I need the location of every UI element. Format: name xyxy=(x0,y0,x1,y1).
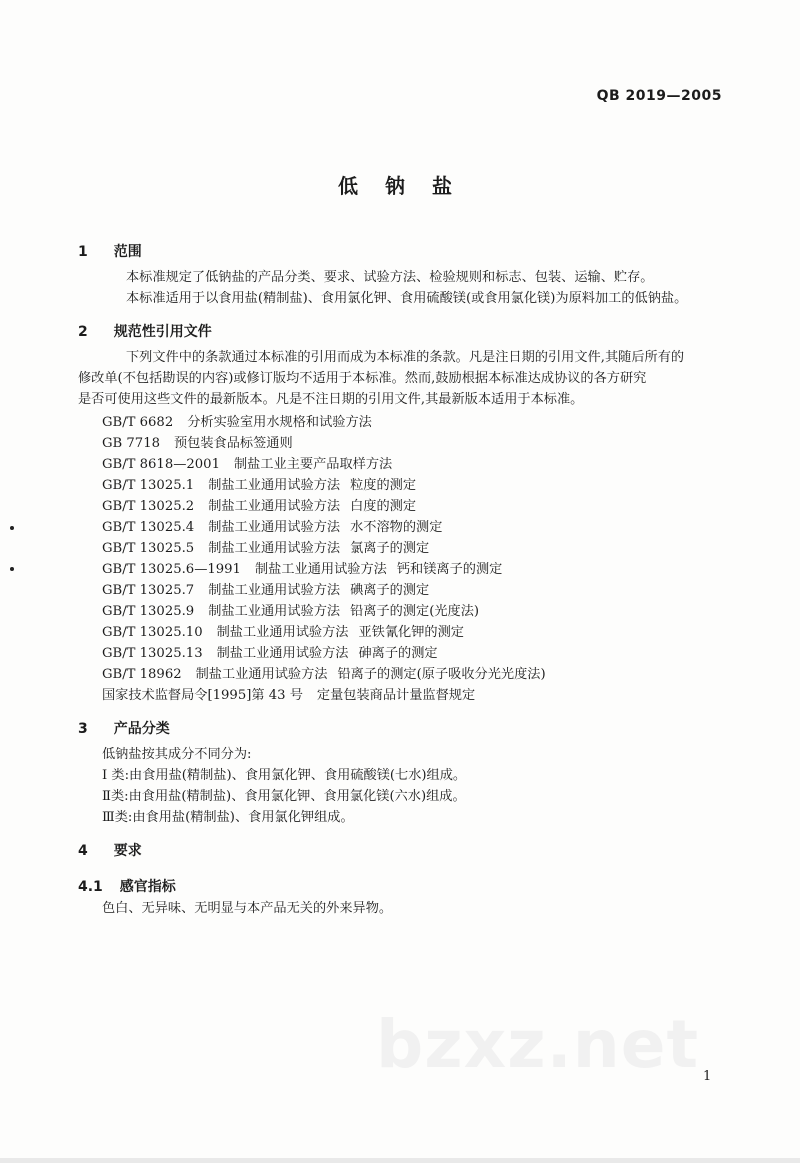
section-heading-classification xyxy=(78,718,728,740)
reference-title: 制盐工业通用试验方法 xyxy=(195,667,328,682)
reference-title: 制盐工业通用试验方法 xyxy=(254,562,387,577)
normative-intro-line: 下列文件中的条款通过本标准的引用而成为本标准的条款。凡是注日期的引用文件,其随后所有的 xyxy=(126,350,685,365)
reference-subtitle: 氯离子的测定 xyxy=(350,541,430,556)
reference-item xyxy=(78,664,728,685)
reference-title: 分析实验室用水规格和试验方法 xyxy=(187,415,372,430)
reference-item xyxy=(78,622,728,643)
reference-item xyxy=(78,685,728,706)
reference-item xyxy=(78,475,728,496)
section-number: 1 xyxy=(78,244,88,260)
document-body xyxy=(78,241,728,919)
reference-code: GB/T 13025.5 xyxy=(102,541,195,556)
reference-subtitle: 粒度的测定 xyxy=(350,478,417,493)
reference-title: 预包装食品标签通则 xyxy=(173,436,293,451)
reference-item xyxy=(78,580,728,601)
section-title: 产品分类 xyxy=(113,721,170,737)
section-heading-normative-references xyxy=(78,321,728,343)
reference-subtitle: 水不溶物的测定 xyxy=(350,520,443,535)
subsection-title: 感官指标 xyxy=(119,879,176,895)
section-number: 2 xyxy=(78,324,88,340)
reference-title: 制盐工业通用试验方法 xyxy=(208,604,341,619)
subsection-heading-sensory xyxy=(78,876,728,898)
classification-line: I 类:由食用盐(精制盐)、食用氯化钾、食用硫酸镁(七水)组成。 xyxy=(102,768,467,783)
page-number: 1 xyxy=(703,1069,712,1084)
section-number: 3 xyxy=(78,721,88,737)
reference-code: GB/T 13025.1 xyxy=(102,478,195,493)
reference-code: GB/T 13025.9 xyxy=(102,604,195,619)
reference-subtitle: 铅离子的测定(原子吸收分光光度法) xyxy=(337,667,546,682)
reference-item xyxy=(78,559,728,580)
reference-title: 制盐工业通用试验方法 xyxy=(216,625,349,640)
classification-line: 低钠盐按其成分不同分为: xyxy=(102,747,252,762)
scan-speck xyxy=(10,567,14,571)
document-number: QB 2019—2005 xyxy=(596,88,722,104)
reference-code: GB/T 13025.7 xyxy=(102,583,195,598)
reference-item xyxy=(78,643,728,664)
reference-item xyxy=(78,517,728,538)
classification-line: Ⅲ类:由食用盐(精制盐)、食用氯化钾组成。 xyxy=(102,810,354,825)
watermark-text: bzxz.net xyxy=(376,1006,700,1083)
reference-code: GB/T 13025.4 xyxy=(102,520,195,535)
reference-item xyxy=(78,601,728,622)
normative-intro-line: 修改单(不包括勘误的内容)或修订版均不适用于本标准。然而,鼓励根据本标准达成协议的各方研究 xyxy=(78,371,647,386)
reference-item xyxy=(78,538,728,559)
scope-paragraph: 本标准适用于以食用盐(精制盐)、食用氯化钾、食用硫酸镁(或食用氯化镁)为原料加工的低钠盐。 xyxy=(126,291,688,306)
reference-title: 制盐工业通用试验方法 xyxy=(208,478,341,493)
reference-item xyxy=(78,454,728,475)
reference-subtitle: 亚铁氰化钾的测定 xyxy=(358,625,464,640)
normative-intro-line: 是否可使用这些文件的最新版本。凡是不注日期的引用文件,其最新版本适用于本标准。 xyxy=(78,392,584,407)
section-title: 要求 xyxy=(113,843,142,859)
reference-title: 制盐工业通用试验方法 xyxy=(208,541,341,556)
reference-subtitle: 砷离子的测定 xyxy=(358,646,438,661)
section-title: 范围 xyxy=(113,244,142,260)
reference-title: 制盐工业通用试验方法 xyxy=(208,583,341,598)
scan-bottom-edge xyxy=(0,1158,800,1163)
reference-title: 制盐工业通用试验方法 xyxy=(216,646,349,661)
reference-code: GB/T 13025.13 xyxy=(102,646,203,661)
reference-subtitle: 钙和镁离子的测定 xyxy=(396,562,503,577)
reference-item xyxy=(78,433,728,454)
section-title: 规范性引用文件 xyxy=(113,324,212,340)
reference-subtitle: 碘离子的测定 xyxy=(350,583,430,598)
reference-code: GB/T 13025.6—1991 xyxy=(102,562,241,577)
reference-subtitle: 白度的测定 xyxy=(350,499,417,514)
reference-code: GB/T 8618—2001 xyxy=(102,457,220,472)
reference-code: GB/T 13025.2 xyxy=(102,499,195,514)
reference-item xyxy=(78,496,728,517)
reference-subtitle: 铅离子的测定(光度法) xyxy=(350,604,480,619)
section-heading-requirements xyxy=(78,840,728,862)
reference-item xyxy=(78,412,728,433)
reference-title: 制盐工业通用试验方法 xyxy=(208,499,341,514)
scope-paragraph: 本标准规定了低钠盐的产品分类、要求、试验方法、检验规则和标志、包装、运输、贮存。 xyxy=(126,270,654,285)
section-heading-scope xyxy=(78,241,728,263)
subsection-number: 4.1 xyxy=(78,879,103,895)
classification-line: Ⅱ类:由食用盐(精制盐)、食用氯化钾、食用氯化镁(六水)组成。 xyxy=(102,789,466,804)
reference-title: 制盐工业通用试验方法 xyxy=(208,520,341,535)
sensory-requirement-text: 色白、无异味、无明显与本产品无关的外来异物。 xyxy=(102,901,393,916)
reference-code: 国家技术监督局令[1995]第 43 号 xyxy=(102,688,303,703)
reference-code: GB/T 13025.10 xyxy=(102,625,203,640)
reference-title: 制盐工业主要产品取样方法 xyxy=(233,457,393,472)
reference-code: GB/T 6682 xyxy=(102,415,174,430)
reference-code: GB/T 18962 xyxy=(102,667,182,682)
scan-speck xyxy=(10,526,14,530)
reference-list xyxy=(78,412,728,706)
reference-code: GB 7718 xyxy=(102,436,160,451)
reference-title: 定量包装商品计量监督规定 xyxy=(316,688,476,703)
document-title: 低 钠 盐 xyxy=(338,174,462,198)
section-number: 4 xyxy=(78,843,88,859)
